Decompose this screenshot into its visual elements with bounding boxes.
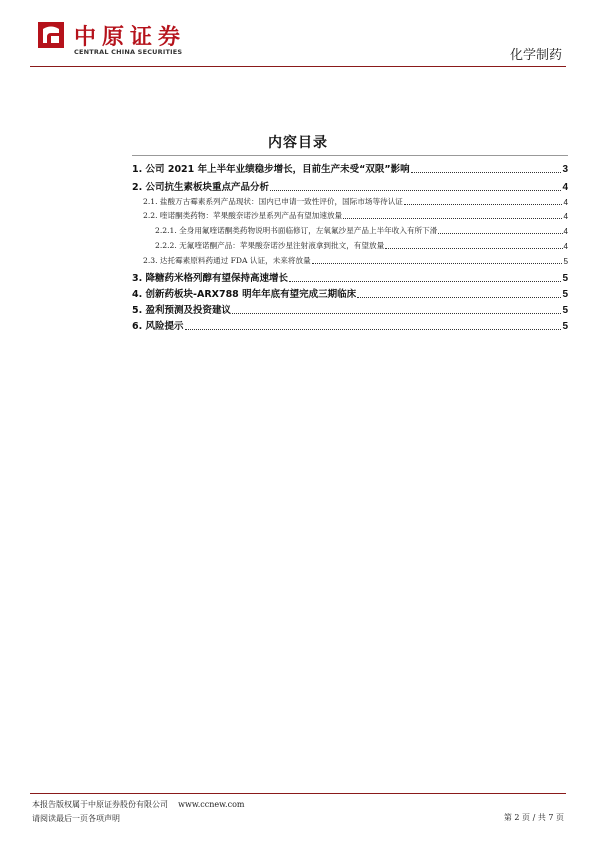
toc-entry-page: 4	[563, 242, 568, 251]
toc-leader	[404, 203, 563, 205]
toc-entry[interactable]	[132, 161, 568, 175]
toc-entry[interactable]	[143, 196, 568, 207]
toc-entry[interactable]	[155, 225, 568, 236]
page-header	[30, 18, 566, 66]
toc-entry-text: 2.2.1. 全身用氟喹诺酮类药物说明书面临修订，左氧氟沙星产品上半年收入有所下滑	[155, 226, 438, 235]
toc-entry-text: 5. 盈利预测及投资建议	[132, 305, 232, 316]
footer-notes	[32, 798, 244, 826]
toc-entry-page: 4	[563, 227, 568, 236]
toc-entry[interactable]	[132, 302, 568, 316]
toc-leader	[312, 262, 563, 264]
toc-entry-text: 2.1. 盐酸万古霉素系列产品现状：国内已申请一致性评价，国际市场等待认证	[143, 197, 403, 206]
footer-disclaimer: 请阅读最后一页各项声明	[32, 814, 120, 823]
toc-leader	[343, 217, 562, 219]
page-number: 第 2 页 / 共 7 页	[503, 813, 564, 822]
header-divider	[30, 66, 566, 67]
toc-entry-text: 2. 公司抗生素板块重点产品分析	[132, 182, 270, 193]
toc-entry-page: 3	[562, 164, 568, 175]
toc-leader	[232, 312, 561, 314]
toc-title: 内容目录	[268, 135, 328, 151]
footer-website-link[interactable]: www.ccnew.com	[178, 800, 245, 809]
company-logo-icon	[38, 22, 64, 48]
toc-entry[interactable]	[132, 286, 568, 300]
footer-divider	[30, 793, 566, 794]
toc-entry-text: 2.3. 达托霉素原料药通过 FDA 认证，未来将放量	[143, 256, 311, 265]
toc-entry[interactable]	[143, 255, 568, 266]
toc-entry-page: 4	[563, 198, 568, 207]
toc-entry-page: 5	[562, 321, 568, 332]
toc-entry-text: 2.2. 喹诺酮类药物：苹果酸奈诺沙星系列产品有望加速放量	[143, 211, 343, 220]
toc-entry-text: 3. 降糖药米格列醇有望保持高速增长	[132, 273, 289, 284]
company-name-cn: 中原证券	[74, 24, 187, 50]
toc-leader	[411, 171, 562, 173]
toc-leader	[357, 296, 561, 298]
toc-entry-text: 2.2.2. 无氟喹诺酮产品：苹果酸奈诺沙星注射液拿到批文，有望放量	[155, 241, 385, 250]
toc-title-divider	[132, 155, 568, 156]
toc-entry-page: 5	[562, 289, 568, 300]
toc-entry[interactable]	[143, 210, 568, 221]
toc-entry-page: 5	[563, 257, 568, 266]
toc-entry[interactable]	[132, 179, 568, 193]
toc-entry-page: 5	[562, 273, 568, 284]
toc-entry-page: 4	[563, 212, 568, 221]
toc-entry-text: 1. 公司 2021 年上半年业绩稳步增长，目前生产未受“双限”影响	[132, 164, 410, 175]
toc-entry[interactable]	[132, 318, 568, 332]
footer-copyright-line	[32, 798, 244, 812]
toc-entry-text: 6. 风险提示	[132, 321, 184, 332]
toc-entry[interactable]	[155, 240, 568, 251]
toc-leader	[438, 232, 562, 234]
toc-entry[interactable]	[132, 270, 568, 284]
company-name-en: CENTRAL CHINA SECURITIES	[74, 48, 183, 56]
toc-entry-page: 5	[562, 305, 568, 316]
toc-leader	[289, 280, 561, 282]
toc-leader	[185, 328, 562, 330]
toc-entry-page: 4	[562, 182, 568, 193]
footer-copyright: 本报告版权属于中原证券股份有限公司	[32, 800, 168, 809]
report-section-label: 化学制药	[509, 48, 562, 63]
toc-leader	[385, 247, 562, 249]
toc-entry-text: 4. 创新药板块-ARX788 明年年底有望完成三期临床	[132, 289, 357, 300]
toc-leader	[270, 189, 561, 191]
